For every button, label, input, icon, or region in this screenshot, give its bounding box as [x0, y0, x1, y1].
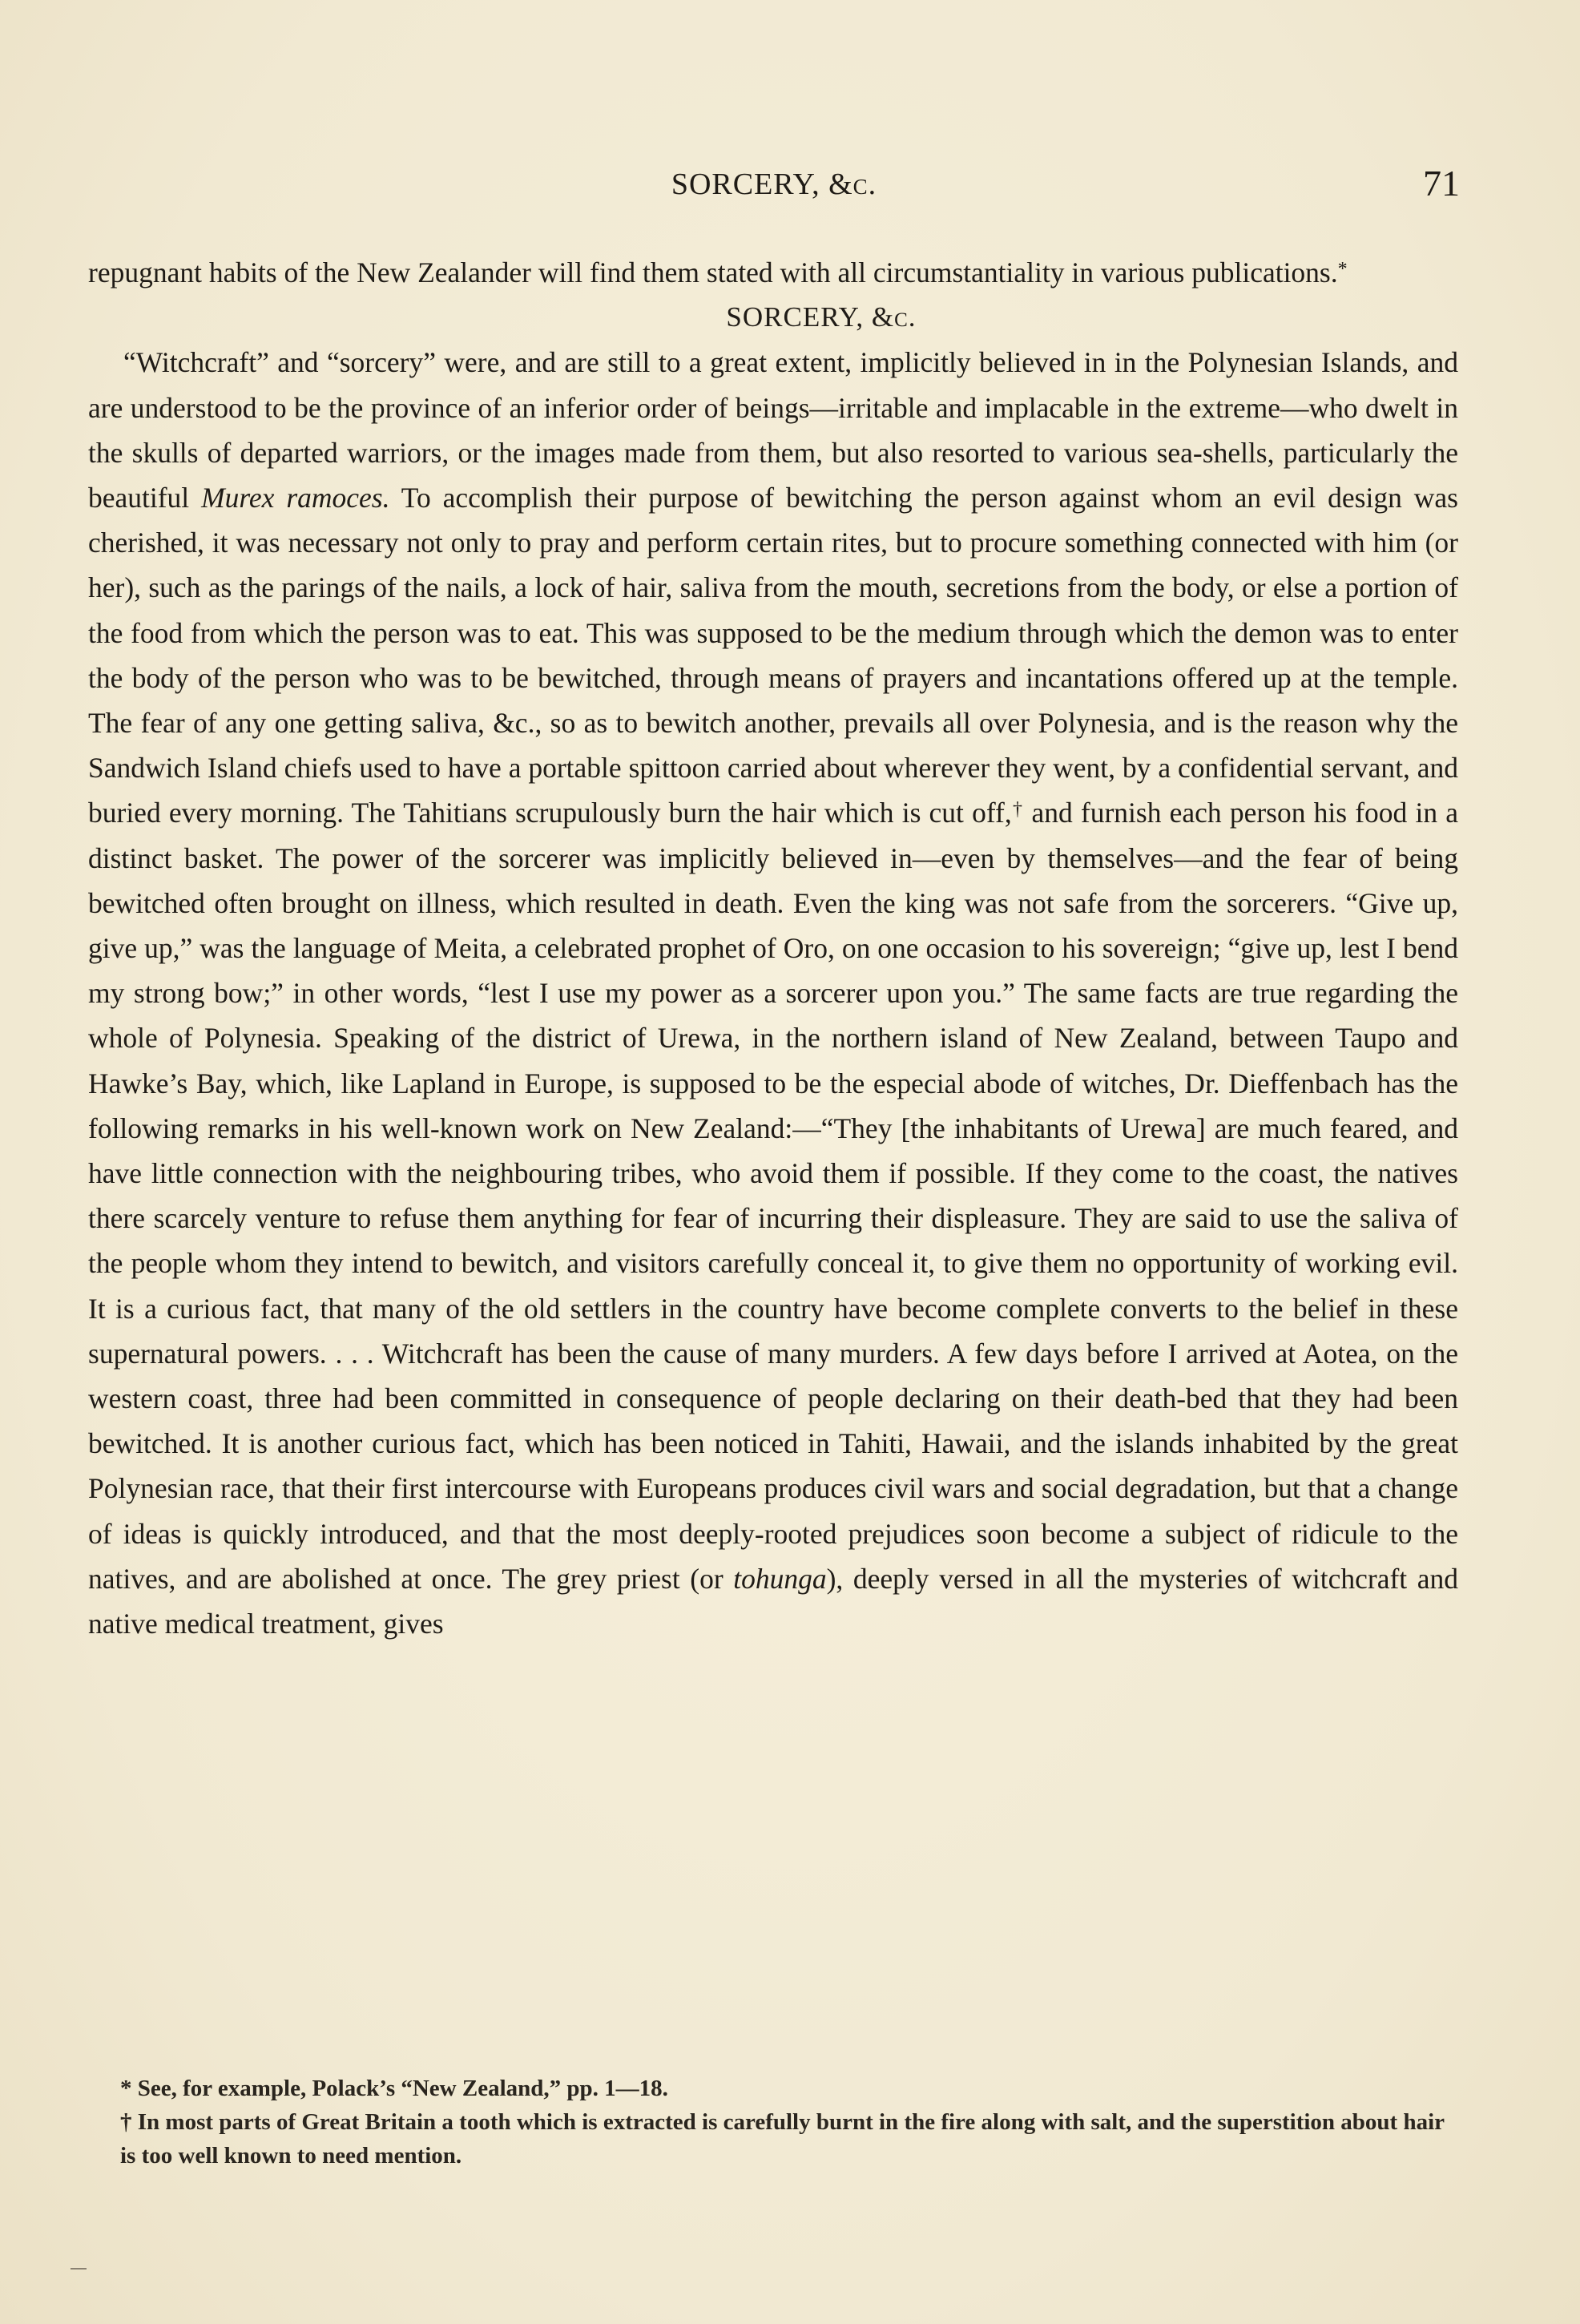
- paragraph-sorcery-part2: To accomplish their purpose of bewitching the person against whom an evil design was cherished, it was necessary not only to pray and perform certain rites, but to procure something connected with him (or her), such as the parings of the nails, a lock of hair, saliva from the mouth, secretions from the body, or else a portion of the food from which the person was to eat. This was supposed to be the medium through which the demon was to enter the body of the person who was to be bewitched, through means of prayers and incantations offered up at the temple. The fear of any one getting saliva, &c., so as to bewitch another, prevails all over Polynesia, and is the reason why the Sandwich Island chiefs used to have a portable spittoon carried about wherever they went, by a confidential servant, and buried every morning. The Tahitians scrupulously burn the hair which is cut off,: [88, 482, 1458, 829]
- paragraph-sorcery: [88, 340, 1458, 1646]
- footnote-2: † In most parts of Great Britain a tooth which is extracted is carefully burnt in the fire along with salt, and the superstition about hair is too well known to need mention.: [120, 2109, 1445, 2169]
- running-head: [88, 163, 1460, 215]
- species-name: Murex ramoces.: [201, 482, 390, 514]
- page-number: 71: [1423, 163, 1460, 204]
- footnotes: [85, 2072, 1460, 2173]
- footnote-marker-2: †: [1011, 799, 1024, 821]
- paragraph-sorcery-part3: and furnish each person his food in a distinct basket. The power of the sorcerer was implicitly believed in—even by themselves—and the fear of being bewitched often brought on illness, which resulted in death. Even the king was not safe from the sorcerers. “Give up, give up,” was the language of Meita, a celebrated prophet of Oro, on one occasion to his sovereign; “give up, lest I bend my strong bow;” in other words, “lest I use my power as a sorcerer upon you.” The same facts are true regarding the whole of Polynesia. Speaking of the district of Urewa, in the northern island of New Zealand, between Taupo and Hawke’s Bay, which, like Lapland in Europe, is supposed to be the especial abode of witches, Dr. Dieffenbach has the following remarks in his well-known work on New Zealand:—“They [the inhabitants of Urewa] are much feared, and have little connection with the neighbouring tribes, who avoid them if possible. If they come to the coast, the natives there scarcely venture to refuse them anything for fear of incurring their displeasure. They are said to use the saliva of the people whom they intend to bewitch, and visitors carefully conceal it, to give them no opportunity of working evil. It is a curious fact, that many of the old settlers in the country have become complete converts to the belief in these supernatural powers. . . . Witchcraft has been the cause of many murders. A few days before I arrived at Aotea, on the western coast, three had been committed in consequence of people declaring on their death-bed that they had been bewitched. It is another curious fact, which has been noticed in Tahiti, Hawaii, and the islands inhabited by the great Polynesian race, that their first intercourse with Europeans produces civil wars and social degradation, but that a change of ideas is quickly introduced, and that the most deeply-rooted prejudices soon become a subject of ridicule to the natives, and are abolished at once. The grey priest (or: [88, 797, 1458, 1595]
- paragraph-continued: [88, 250, 1458, 295]
- footnote-1: * See, for example, Polack’s “New Zealand,” pp. 1—18.: [120, 2076, 668, 2101]
- maori-term: tohunga: [733, 1562, 827, 1595]
- body-text: [88, 250, 1458, 1646]
- paragraph-sorcery-part1: “Witchcraft” and “sorcery” were, and are still to a great extent, implicitly believed in in the Polynesian Islands, and are understood to be the province of an inferior order of beings—irritable and implacable in the extreme—who dwelt in the skulls of departed warriors, or the images made from them, but also resorted to various sea-shells, particularly the beautiful: [88, 346, 1458, 514]
- paragraph-continued-text: repugnant habits of the New Zealander will find them stated with all circumstantiality in various publications.: [88, 256, 1338, 288]
- running-title: SORCERY, &c.: [671, 167, 877, 201]
- margin-mark: [71, 2268, 87, 2270]
- paragraph-sorcery-part4: ), deeply versed in all the mysteries of witchcraft and native medical treatment, gives: [88, 1562, 1458, 1640]
- footnote-marker-1: *: [1337, 259, 1348, 280]
- section-heading: SORCERY, &c.: [726, 301, 917, 333]
